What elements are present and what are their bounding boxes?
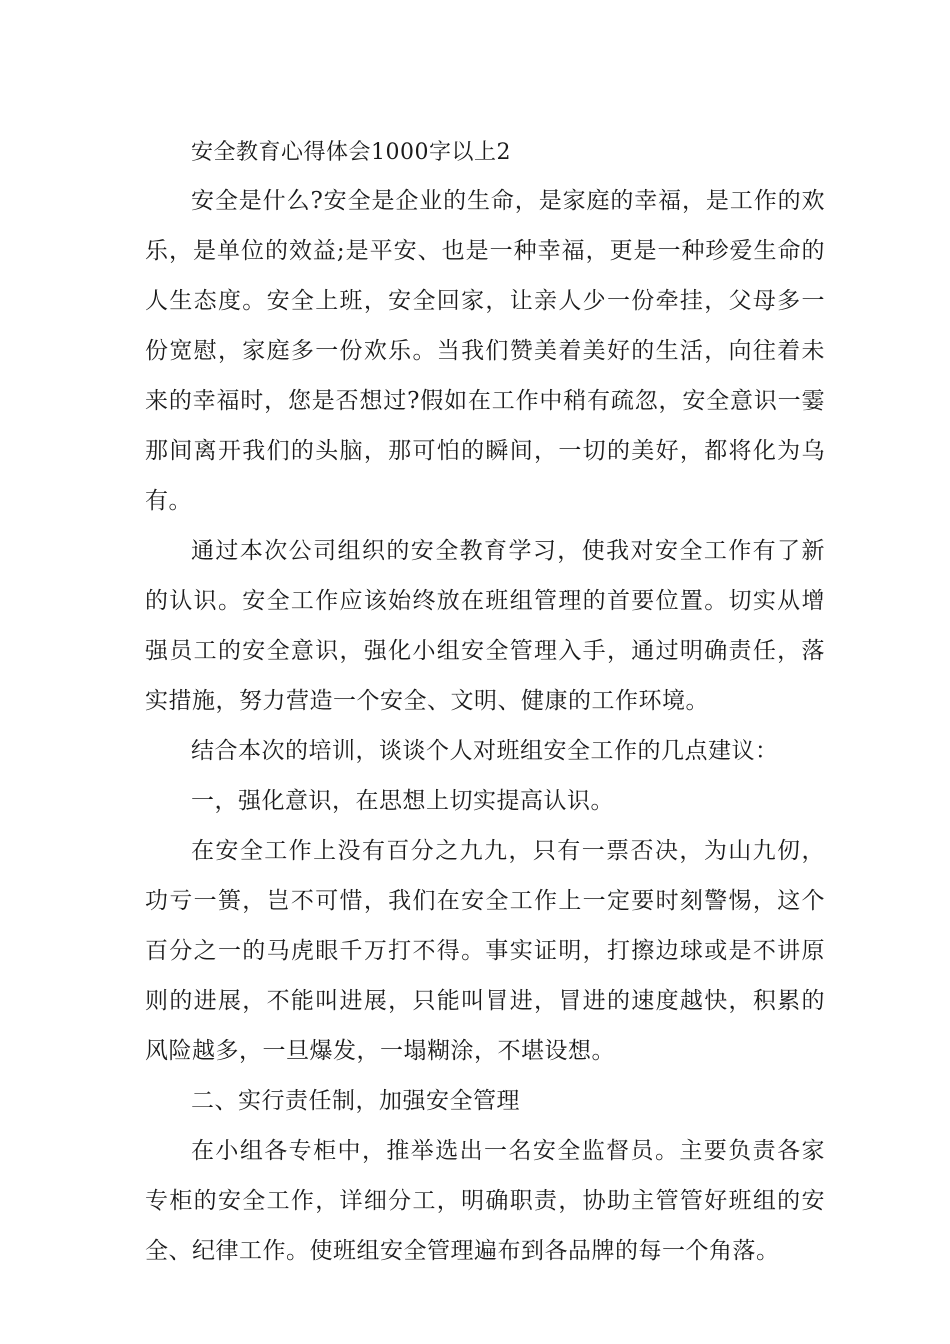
paragraph-suggestions-intro: 结合本次的培训，谈谈个人对班组安全工作的几点建议： (191, 738, 779, 764)
paragraph-awareness: 在安全工作上没有百分之九九，只有一票否决，为山九仞，功亏一篑，岂不可惜，我们在安全工作上一定要时刻警惕，这个百分之一的马虎眼千万打不得。事实证明，打擦边球或是不讲原则的进展，不能叫进展，只能叫冒进，冒进的速度越快，积累的风险越多，一旦爆发，一塌糊涂，不堪设想。 (145, 838, 825, 1064)
paragraph-training-reflection: 通过本次公司组织的安全教育学习，使我对安全工作有了新的认识。安全工作应该始终放在班组管理的首要位置。切实从增强员工的安全意识，强化小组安全管理入手，通过明确责任，落实措施，努力营造一个安全、文明、健康的工作环境。 (145, 538, 825, 714)
paragraph-responsibility: 在小组各专柜中，推举选出一名安全监督员。主要负责各家专柜的安全工作，详细分工，明确职责，协助主管管好班组的安全、纪律工作。使班组安全管理遍布到各品牌的每一个角落。 (145, 1138, 825, 1264)
section-heading-2: 二、实行责任制，加强安全管理 (191, 1088, 520, 1114)
document-title: 安全教育心得体会1000字以上2 (191, 140, 511, 165)
section-heading-1: 一，强化意识，在思想上切实提高认识。 (191, 788, 614, 814)
document-body (145, 130, 825, 1276)
paragraph-safety-meaning: 安全是什么?安全是企业的生命，是家庭的幸福，是工作的欢乐，是单位的效益;是平安、也是一种幸福，更是一种珍爱生命的人生态度。安全上班，安全回家，让亲人少一份牵挂，父母多一份宽慰，家庭多一份欢乐。当我们赞美着美好的生活，向往着未来的幸福时，您是否想过?假如在工作中稍有疏忽，安全意识一霎那间离开我们的头脑，那可怕的瞬间，一切的美好，都将化为乌有。 (145, 188, 825, 514)
